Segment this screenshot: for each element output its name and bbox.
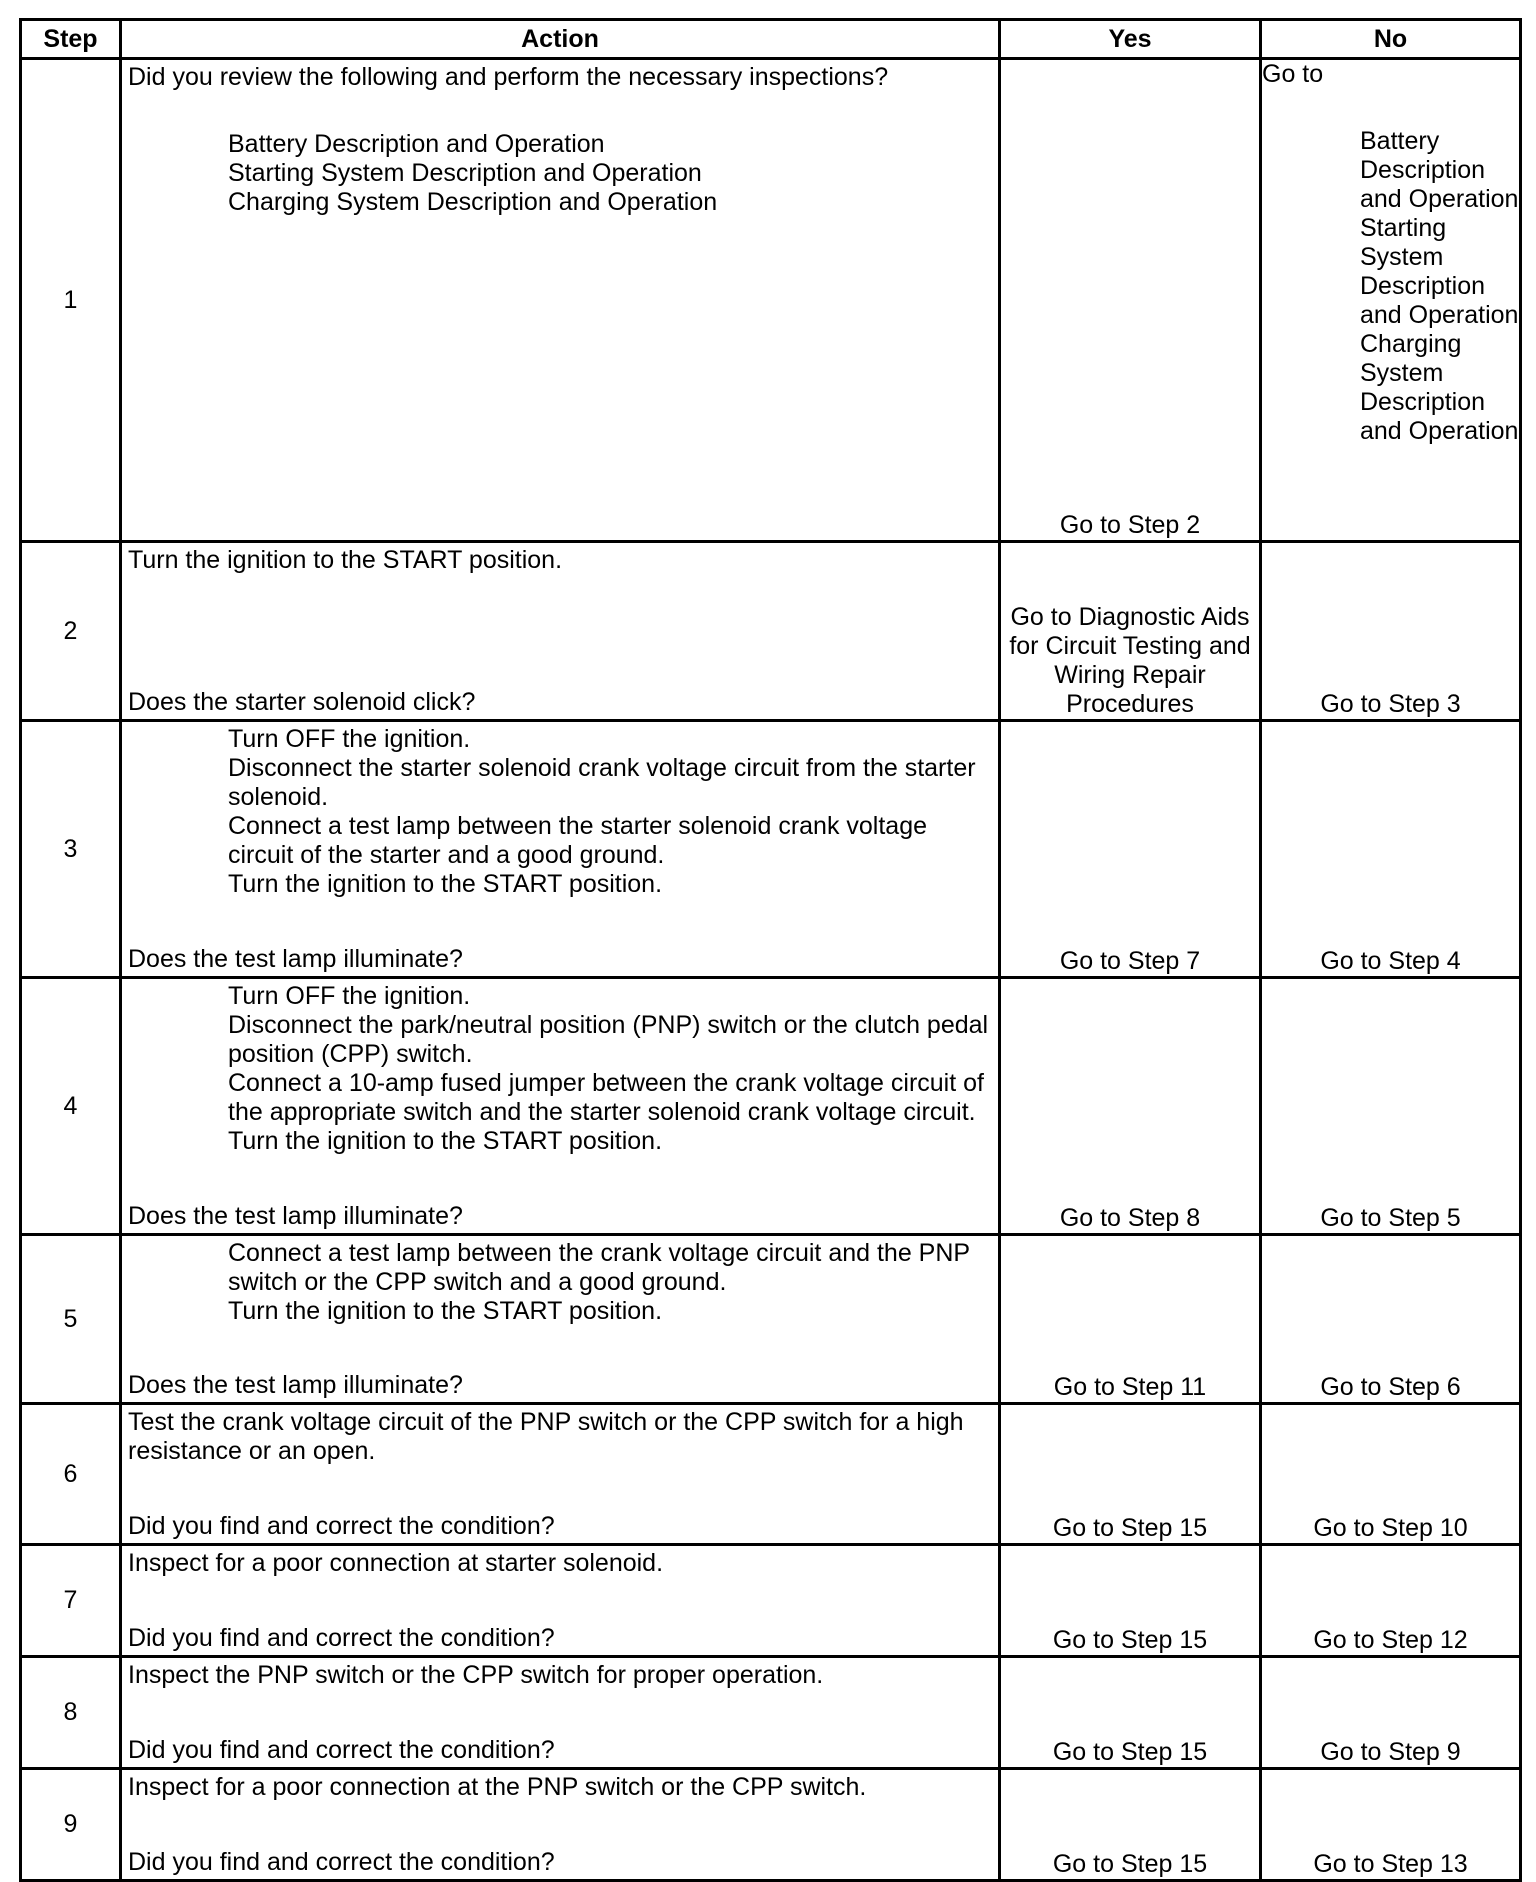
- yes-result: Go to Step 8: [1000, 978, 1261, 1235]
- action-item: Connect a test lamp between the crank voltage circuit and the PNP switch or the CPP switch and a good ground.: [228, 1239, 970, 1296]
- step-number: 4: [21, 978, 121, 1235]
- yes-result: Go to Step 15: [1000, 1769, 1261, 1881]
- step-number: 8: [21, 1657, 121, 1769]
- no-column-header: No: [1261, 20, 1521, 59]
- action-steps: [128, 982, 992, 1156]
- table-body: [21, 59, 1521, 1881]
- action-item: Battery Description and Operation: [228, 130, 605, 158]
- action-cell: [121, 721, 1000, 978]
- yes-column-header: Yes: [1000, 20, 1261, 59]
- action-column-header: Action: [121, 20, 1000, 59]
- action-steps: [128, 1661, 992, 1690]
- action-question: Does the test lamp illuminate?: [128, 1202, 463, 1230]
- no-result: Go to Step 5: [1261, 978, 1521, 1235]
- yes-result: Go to Step 15: [1000, 1657, 1261, 1769]
- action-intro: Test the crank voltage circuit of the PNP switch or the CPP switch for a high resistance or an open.: [128, 1408, 964, 1465]
- table-row: [21, 1545, 1521, 1657]
- action-content: [122, 543, 998, 719]
- action-question: Did you find and correct the condition?: [128, 1624, 555, 1652]
- action-item: Turn OFF the ignition.: [228, 725, 471, 753]
- action-steps: [128, 546, 992, 575]
- step-number: 5: [21, 1235, 121, 1404]
- action-intro: Did you review the following and perform the necessary inspections?: [128, 63, 889, 91]
- no-result: Go to Step 4: [1261, 721, 1521, 978]
- table-row: [21, 1404, 1521, 1545]
- step-column-header: Step: [21, 20, 121, 59]
- action-question: Did you find and correct the condition?: [128, 1512, 555, 1540]
- action-cell: [121, 1545, 1000, 1657]
- yes-result: Go to Step 15: [1000, 1545, 1261, 1657]
- action-cell: [121, 542, 1000, 721]
- no-result: Go to Step 12: [1261, 1545, 1521, 1657]
- yes-result: Go to Step 2: [1000, 59, 1261, 542]
- yes-result: Go to Step 15: [1000, 1404, 1261, 1545]
- no-result: Go to Step 10: [1261, 1404, 1521, 1545]
- action-item: Charging System Description and Operation: [228, 188, 718, 216]
- action-item: Disconnect the park/neutral position (PNP) switch or the clutch pedal position (CPP) switch.: [228, 1011, 989, 1068]
- no-reference-item: Battery Description and Operation: [1360, 127, 1519, 213]
- action-cell: [121, 1769, 1000, 1881]
- action-item: Connect a 10-amp fused jumper between the crank voltage circuit of the appropriate switch and the starter solenoid crank voltage circuit.: [228, 1069, 984, 1126]
- action-content: [122, 722, 998, 976]
- action-content: [122, 1658, 998, 1767]
- action-cell: [121, 1404, 1000, 1545]
- no-result: Go to Step 9: [1261, 1657, 1521, 1769]
- no-result: [1261, 59, 1521, 542]
- action-item: Disconnect the starter solenoid crank voltage circuit from the starter solenoid.: [228, 754, 976, 811]
- yes-result: Go to Diagnostic Aids for Circuit Testing and Wiring Repair Procedures: [1000, 542, 1261, 721]
- action-content: [122, 979, 998, 1233]
- step-number: 1: [21, 59, 121, 542]
- action-steps: [128, 1408, 992, 1466]
- action-cell: [121, 1235, 1000, 1404]
- action-cell: [121, 59, 1000, 542]
- diagnostic-table: [19, 18, 1522, 1882]
- action-content: [122, 1546, 998, 1655]
- yes-result: Go to Step 11: [1000, 1235, 1261, 1404]
- action-item-list: [128, 725, 992, 899]
- step-number: 3: [21, 721, 121, 978]
- action-content: [122, 1405, 998, 1543]
- step-number: 9: [21, 1769, 121, 1881]
- no-result: Go to Step 6: [1261, 1235, 1521, 1404]
- step-number: 6: [21, 1404, 121, 1545]
- action-question: Did you find and correct the condition?: [128, 1848, 555, 1876]
- action-steps: [128, 1549, 992, 1578]
- action-intro: Turn the ignition to the START position.: [128, 546, 563, 574]
- no-reference-item: Charging System Description and Operation: [1360, 330, 1519, 445]
- action-item: Turn the ignition to the START position.: [228, 1297, 663, 1325]
- action-item-list: [128, 982, 992, 1156]
- action-content: [122, 1770, 998, 1879]
- action-item: Starting System Description and Operation: [228, 159, 702, 187]
- action-steps: [128, 63, 992, 217]
- action-item: Connect a test lamp between the starter solenoid crank voltage circuit of the starter and a good ground.: [228, 812, 928, 869]
- table-row: [21, 721, 1521, 978]
- no-reference-item: Starting System Description and Operation: [1360, 214, 1519, 329]
- table-row: [21, 1657, 1521, 1769]
- table-row: [21, 1235, 1521, 1404]
- action-item: Turn OFF the ignition.: [228, 982, 471, 1010]
- action-question: Does the starter solenoid click?: [128, 688, 476, 716]
- action-question: Does the test lamp illuminate?: [128, 945, 463, 973]
- table-row: [21, 59, 1521, 542]
- action-item: Turn the ignition to the START position.: [228, 870, 663, 898]
- table-row: [21, 542, 1521, 721]
- no-result: Go to Step 13: [1261, 1769, 1521, 1881]
- action-question: Does the test lamp illuminate?: [128, 1371, 463, 1399]
- action-cell: [121, 1657, 1000, 1769]
- action-steps: [128, 1773, 992, 1802]
- action-content: [122, 60, 998, 540]
- action-intro: Inspect for a poor connection at starter solenoid.: [128, 1549, 664, 1577]
- action-steps: [128, 1239, 992, 1326]
- action-intro: Inspect for a poor connection at the PNP switch or the CPP switch.: [128, 1773, 867, 1801]
- header-row: [21, 20, 1521, 59]
- action-content: [122, 1236, 998, 1402]
- action-item-list: [128, 1239, 992, 1326]
- action-question: Did you find and correct the condition?: [128, 1736, 555, 1764]
- action-steps: [128, 725, 992, 899]
- step-number: 2: [21, 542, 121, 721]
- action-item: Turn the ignition to the START position.: [228, 1127, 663, 1155]
- no-result: Go to Step 3: [1261, 542, 1521, 721]
- no-goto-label: Go to: [1262, 60, 1324, 88]
- table-row: [21, 1769, 1521, 1881]
- action-cell: [121, 978, 1000, 1235]
- action-item-list: [128, 130, 992, 217]
- action-intro: Inspect the PNP switch or the CPP switch for proper operation.: [128, 1661, 824, 1689]
- yes-result: Go to Step 7: [1000, 721, 1261, 978]
- table-row: [21, 978, 1521, 1235]
- no-reference-list: [1262, 127, 1519, 446]
- step-number: 7: [21, 1545, 121, 1657]
